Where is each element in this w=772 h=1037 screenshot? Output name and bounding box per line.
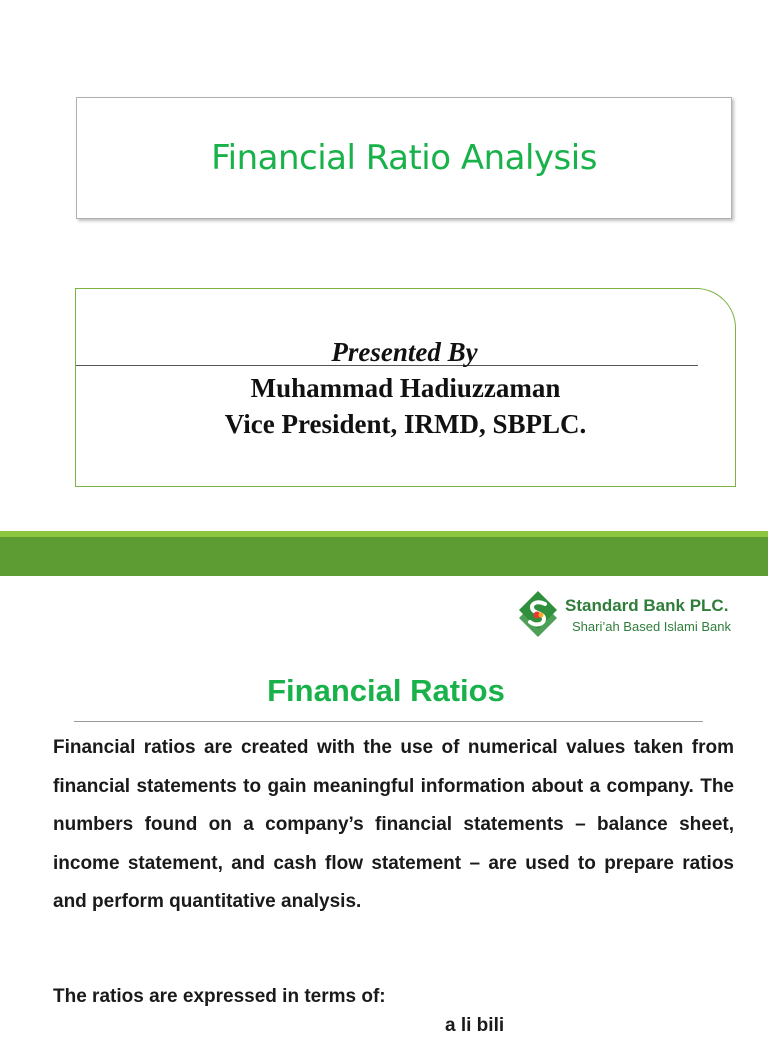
heading-underline [74,721,703,722]
presenter-role: Vice President, IRMD, SBPLC. [224,409,587,439]
presenter-box [75,288,736,487]
slide-divider-dark [0,537,768,576]
slide-title: Financial Ratio Analysis [211,138,597,178]
title-box [76,97,732,219]
sb-logo-icon [517,590,559,638]
cutoff-text: a li bili [445,1015,505,1036]
bank-tagline: Shari’ah Based Islami Bank [572,619,731,634]
expressed-intro: The ratios are expressed in terms of: [53,986,386,1007]
presented-by-label: Presented By [331,337,478,367]
definition-paragraph: Financial ratios are created with the use of numerical values taken from financial statements to gain meaningful information about a company. The numbers found on a company’s financial statements – balance sheet, income statement, and cash flow statement – are used to prepare ratios and perform quantitative analysis. [53,737,734,913]
bank-name: Standard Bank PLC. [565,596,729,615]
section-heading: Financial Ratios [267,673,505,708]
presenter-name: Muhammad Hadiuzzaman [250,373,561,403]
